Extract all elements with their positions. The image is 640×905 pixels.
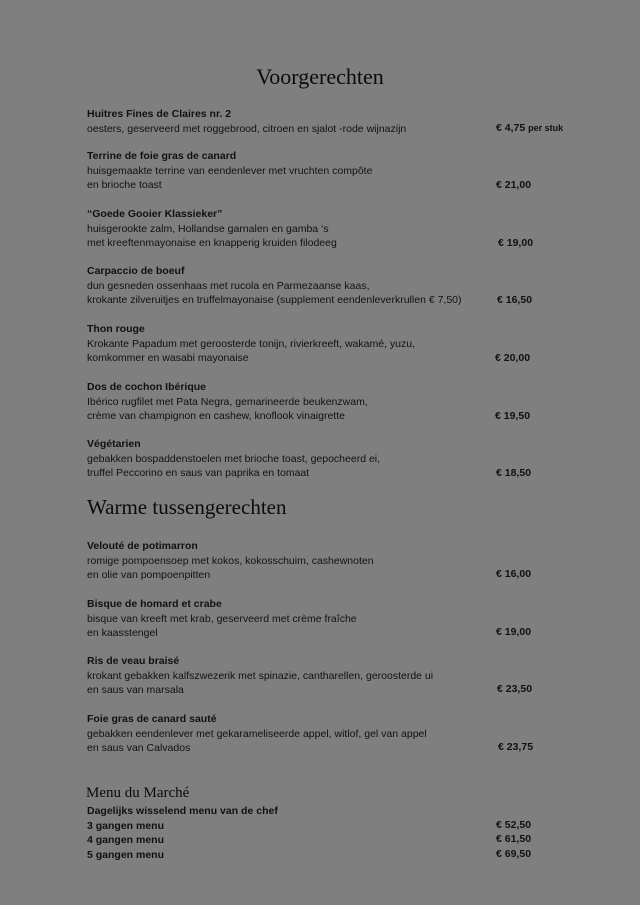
dish-vegetarien (87, 437, 567, 481)
dish-huitres (87, 107, 567, 136)
dish-description: huisgerookte zalm, Hollandse garnalen en gamba ‘s (87, 222, 329, 235)
dish-description: en kaasstengel (87, 627, 158, 640)
section-title-voorgerechten: Voorgerechten (256, 64, 384, 89)
dish-price: € 23,50 (497, 683, 533, 695)
dish-description: gebakken eendenlever met gekarameliseerde appel, witlof, gel van appel (87, 727, 427, 740)
dish-price: € 20,00 (495, 352, 531, 364)
dish-name: Carpaccio de boeuf (87, 265, 185, 277)
dish-description: dun gesneden ossenhaas met rucola en Parmezaanse kaas, (87, 279, 370, 292)
dish-price: € 21,00 (496, 179, 532, 191)
menu-subtitle: Dagelijks wisselend menu van de chef (87, 805, 278, 817)
dish-description: truffel Peccorino en saus van paprika en tomaat (87, 467, 310, 480)
dish-price: € 19,00 (496, 626, 532, 638)
dish-description: krokante zilveruitjes en truffelmayonaise (supplement eendenleverkrullen € 7,50) (87, 294, 462, 307)
dish-carpaccio (87, 264, 567, 308)
dish-bisque-homard (87, 597, 567, 641)
section-title-menu-du-marche: Menu du Marché (86, 785, 190, 801)
dish-description: en saus van marsala (87, 684, 184, 697)
dish-name: Velouté de potimarron (87, 540, 198, 552)
dish-foie-gras-saute (87, 712, 567, 756)
menu-option-price: € 69,50 (496, 848, 532, 860)
dish-name: “Goede Gooier Klassieker” (87, 208, 223, 220)
dish-price: € 19,00 (498, 237, 534, 249)
menu-option-label: 4 gangen menu (87, 834, 165, 846)
dish-name: Terrine de foie gras de canard (87, 150, 237, 162)
dish-price: € 18,50 (496, 467, 532, 479)
dish-description: gebakken bospaddenstoelen met brioche toast, gepocheerd ei, (87, 452, 381, 465)
section-title-warme-tussengerechten: Warme tussengerechten (87, 495, 287, 519)
dish-price: € 19,50 (495, 410, 531, 422)
dish-description: en olie van pompoenpitten (87, 569, 211, 582)
dish-description: crème van champignon en cashew, knoflook vinaigrette (87, 410, 345, 423)
dish-name: Ris de veau braisé (87, 655, 180, 667)
dish-price: € 16,00 (496, 568, 532, 580)
dish-price: € 23,75 (498, 741, 534, 753)
dish-description: en saus van Calvados (87, 742, 191, 755)
menu-option-price: € 52,50 (496, 819, 532, 831)
menu-option-label: 3 gangen menu (87, 820, 165, 832)
dish-price: € 4,75 per stuk (496, 122, 564, 134)
dish-name: Foie gras de canard sauté (87, 713, 217, 725)
dish-goede-gooier (87, 207, 567, 251)
dish-description: Krokante Papadum met geroosterde tonijn, rivierkreeft, wakamé, yuzu, (87, 337, 415, 350)
dish-name: Dos de cochon Ibérique (87, 381, 207, 393)
dish-veloute-potimarron (87, 539, 567, 583)
dish-description: huisgemaakte terrine van eendenlever met vruchten compôte (87, 164, 373, 177)
dish-description: oesters, geserveerd met roggebrood, citroen en sjalot -rode wijnazijn (87, 122, 407, 135)
dish-description: Ibérico rugfilet met Pata Negra, gemarineerde beukenzwam, (87, 395, 368, 408)
menu-option-label: 5 gangen menu (87, 849, 165, 861)
dish-description: komkommer en wasabi mayonaise (87, 352, 249, 365)
dish-price: € 16,50 (497, 294, 533, 306)
dish-terrine-foie-gras (87, 149, 567, 193)
price-unit: per stuk (528, 123, 564, 133)
dish-name: Huitres Fines de Claires nr. 2 (87, 108, 232, 120)
dish-description: bisque van kreeft met krab, geserveerd met crème fraîche (87, 612, 357, 625)
dish-description: romige pompoensoep met kokos, kokosschuim, cashewnoten (87, 554, 374, 567)
dish-name: Végétarien (87, 438, 141, 450)
menu-option-price: € 61,50 (496, 833, 532, 845)
dish-name: Bisque de homard et crabe (87, 598, 222, 610)
dish-name: Thon rouge (87, 323, 145, 335)
dish-description: krokant gebakken kalfszwezerik met spinazie, cantharellen, geroosterde ui (87, 669, 434, 682)
dish-description: met kreeftenmayonaise en knapperig kruiden filodeeg (87, 237, 337, 250)
dish-ris-de-veau (87, 654, 567, 698)
dish-description: en brioche toast (87, 179, 162, 192)
